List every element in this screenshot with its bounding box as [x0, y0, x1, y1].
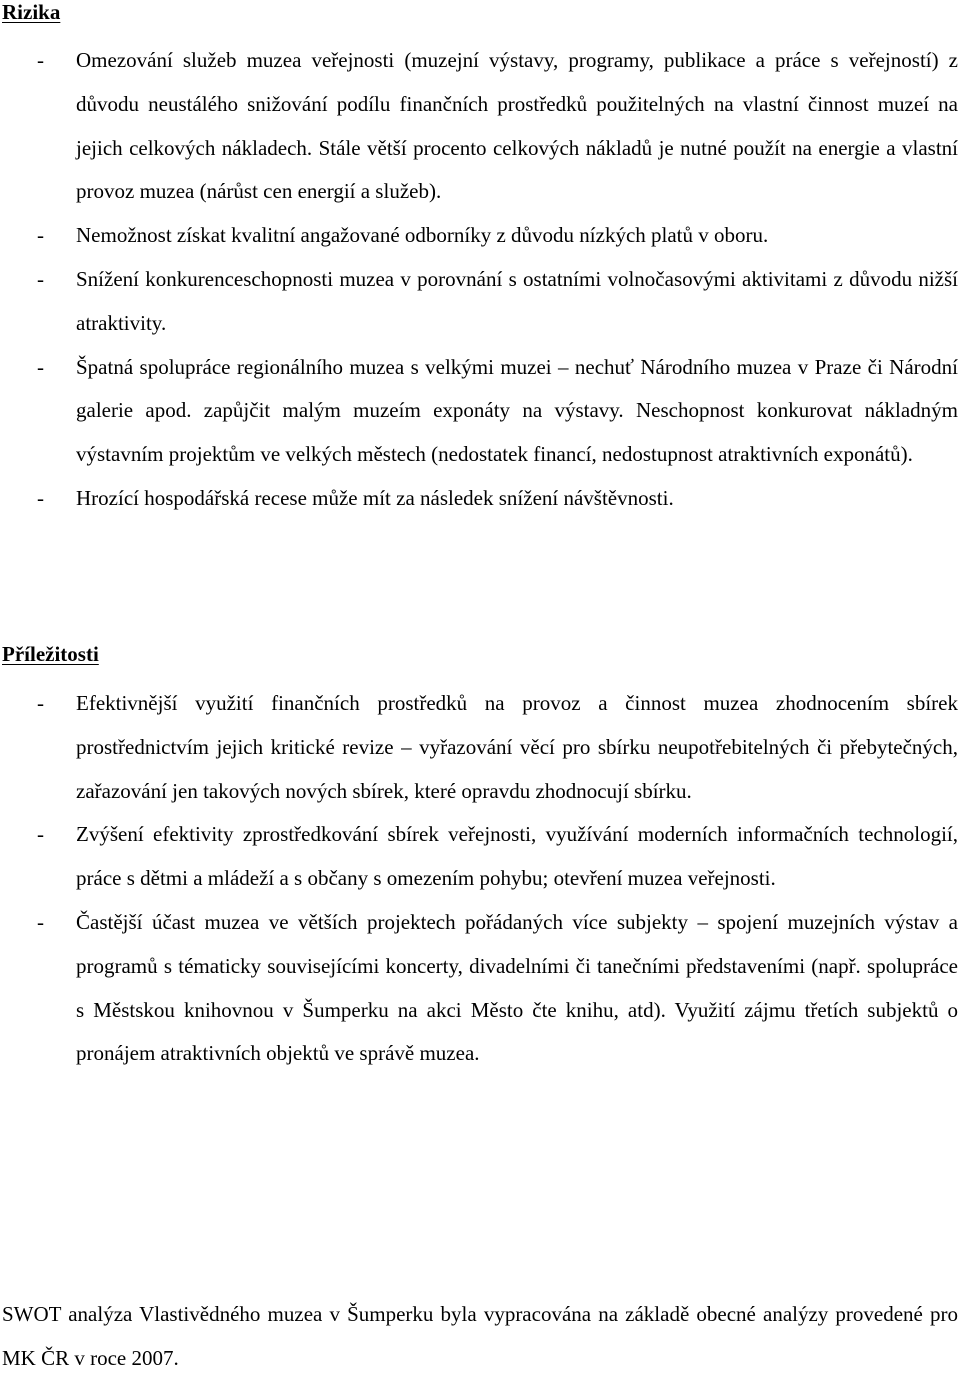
bullet-dash: - — [37, 691, 44, 715]
rizika-list — [0, 39, 958, 521]
list-item — [0, 901, 958, 1076]
list-item-text: Častější účast muzea ve větších projektech pořádaných více subjekty – spojení muzejních výstav a programů s tématicky souvisejícími koncerty, divadelními či tanečními představeními (např. spolupráce s Městskou knihovnou v Šumperku na akci Město čte knihu, atd). Využití zájmu třetích subjektů o pronájem atraktivních objektů ve správě muzea. — [76, 909, 958, 1066]
list-item-text: Špatná spolupráce regionálního muzea s velkými muzei – nechuť Národního muzea v Praze či Národní galerie apod. zapůjčit malým muzeím exponáty na výstavy. Neschopnost konkurovat nákladným výstavním projektům ve velkých městech (nedostatek financí, nedostupnost atraktivních exponátů). — [76, 354, 958, 467]
list-item — [0, 346, 958, 477]
list-item — [0, 39, 958, 214]
list-item-text: Nemožnost získat kvalitní angažované odborníky z důvodu nízkých platů v oboru. — [76, 223, 769, 248]
list-item — [0, 477, 958, 521]
list-item — [0, 682, 958, 813]
section-heading-prilezitosti: Příležitosti — [2, 642, 99, 666]
list-item-text: Efektivnější využití finančních prostředků na provoz a činnost muzea zhodnocením sbírek prostřednictvím jejich kritické revize – vyřazování věcí pro sbírku neupotřebitelných či přebytečných, zařazování jen takových nových sbírek, které opravdu zhodnocují sbírku. — [76, 691, 958, 803]
bullet-dash: - — [37, 354, 44, 379]
bullet-dash: - — [37, 485, 44, 510]
closing-note: SWOT analýza Vlastivědného muzea v Šumperku byla vypracována na základě obecné analýzy provedené pro MK ČR v roce 2007. — [2, 1302, 958, 1370]
list-item — [0, 258, 958, 346]
section-heading-rizika: Rizika — [2, 0, 61, 24]
bullet-dash: - — [37, 266, 44, 291]
bullet-dash: - — [37, 909, 44, 934]
bullet-dash: - — [37, 223, 44, 248]
list-item-text: Snížení konkurenceschopnosti muzea v porovnání s ostatními volnočasovými aktivitami z důvodu nižší atraktivity. — [76, 266, 958, 335]
list-item — [0, 813, 958, 901]
list-item-text: Zvýšení efektivity zprostředkování sbírek veřejnosti, využívání moderních informačních technologií, práce s dětmi a mládeží a s občany s omezením pohybu; otevření muzea veřejnosti. — [76, 822, 958, 891]
prilezitosti-list — [0, 682, 958, 1076]
list-item-text: Hrozící hospodářská recese může mít za následek snížení návštěvnosti. — [76, 485, 674, 510]
bullet-dash: - — [37, 822, 44, 847]
bullet-dash: - — [37, 48, 44, 72]
list-item — [0, 214, 958, 258]
list-item-text: Omezování služeb muzea veřejnosti (muzejní výstavy, programy, publikace a práce s veřejností) z důvodu neustálého snižování podílu finančních prostředků použitelných na vlastní činnost muzeí na jejich celkových nákladech. Stále větší procento celkových nákladů je nutné použít na energie a vlastní provoz muzea (nárůst cen energií a služeb). — [76, 48, 958, 204]
